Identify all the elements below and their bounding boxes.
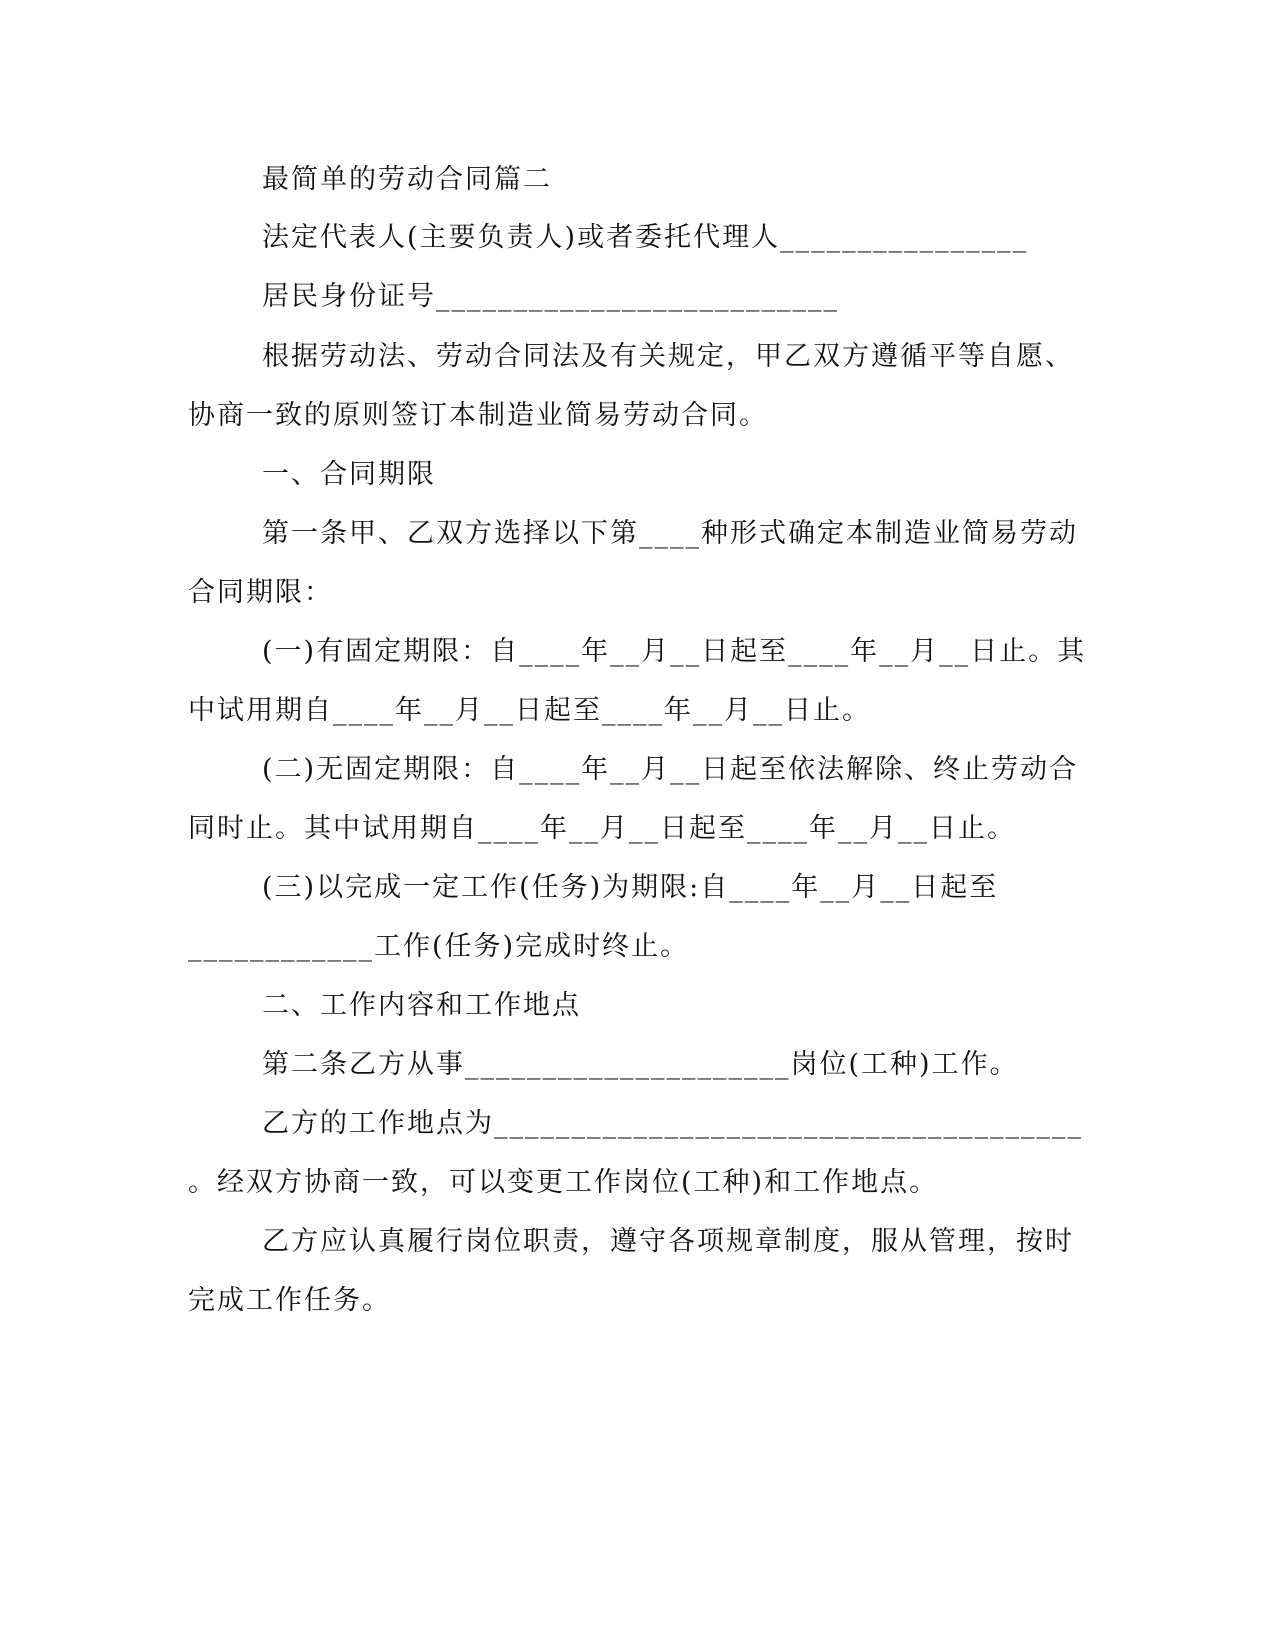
task-term-line-1: (三)以完成一定工作(任务)为期限:自____年__月__日起至 [262,872,999,903]
heading-work-content: 二、工作内容和工作地点 [262,990,581,1021]
duties-line-1: 乙方应认真履行岗位职责，遵守各项规章制度，服从管理，按时 [262,1226,1074,1257]
legal-representative-line: 法定代表人(主要负责人)或者委托代理人________________ [262,222,1029,253]
paragraph-intro-1: 根据劳动法、劳动合同法及有关规定，甲乙双方遵循平等自愿、 [262,341,1074,372]
fixed-term-line-2: 中试用期自____年__月__日起至____年__月__日止。 [188,695,871,726]
article-one-line-1: 第一条甲、乙双方选择以下第____种形式确定本制造业简易劳动 [262,518,1078,549]
work-location-line-1: 乙方的工作地点为______________________________________ [262,1108,1083,1139]
id-number-line: 居民身份证号__________________________ [262,281,839,312]
section-title: 最简单的劳动合同篇二 [262,164,552,195]
paragraph-intro-2: 协商一致的原则签订本制造业简易劳动合同。 [188,400,768,431]
work-location-line-2: 。经双方协商一致，可以变更工作岗位(工种)和工作地点。 [188,1167,939,1198]
task-term-line-2: ____________工作(任务)完成时终止。 [188,931,690,962]
open-term-line-1: (二)无固定期限：自____年__月__日起至依法解除、终止劳动合 [262,754,1079,785]
open-term-line-2: 同时止。其中试用期自____年__月__日起至____年__月__日止。 [188,813,1016,844]
article-two-line: 第二条乙方从事_____________________岗位(工种)工作。 [262,1049,1019,1080]
heading-contract-term: 一、合同期限 [262,459,436,490]
duties-line-2: 完成工作任务。 [188,1285,391,1316]
fixed-term-line-1: (一)有固定期限：自____年__月__日起至____年__月__日止。其 [262,636,1087,667]
article-one-line-2: 合同期限： [188,577,333,608]
